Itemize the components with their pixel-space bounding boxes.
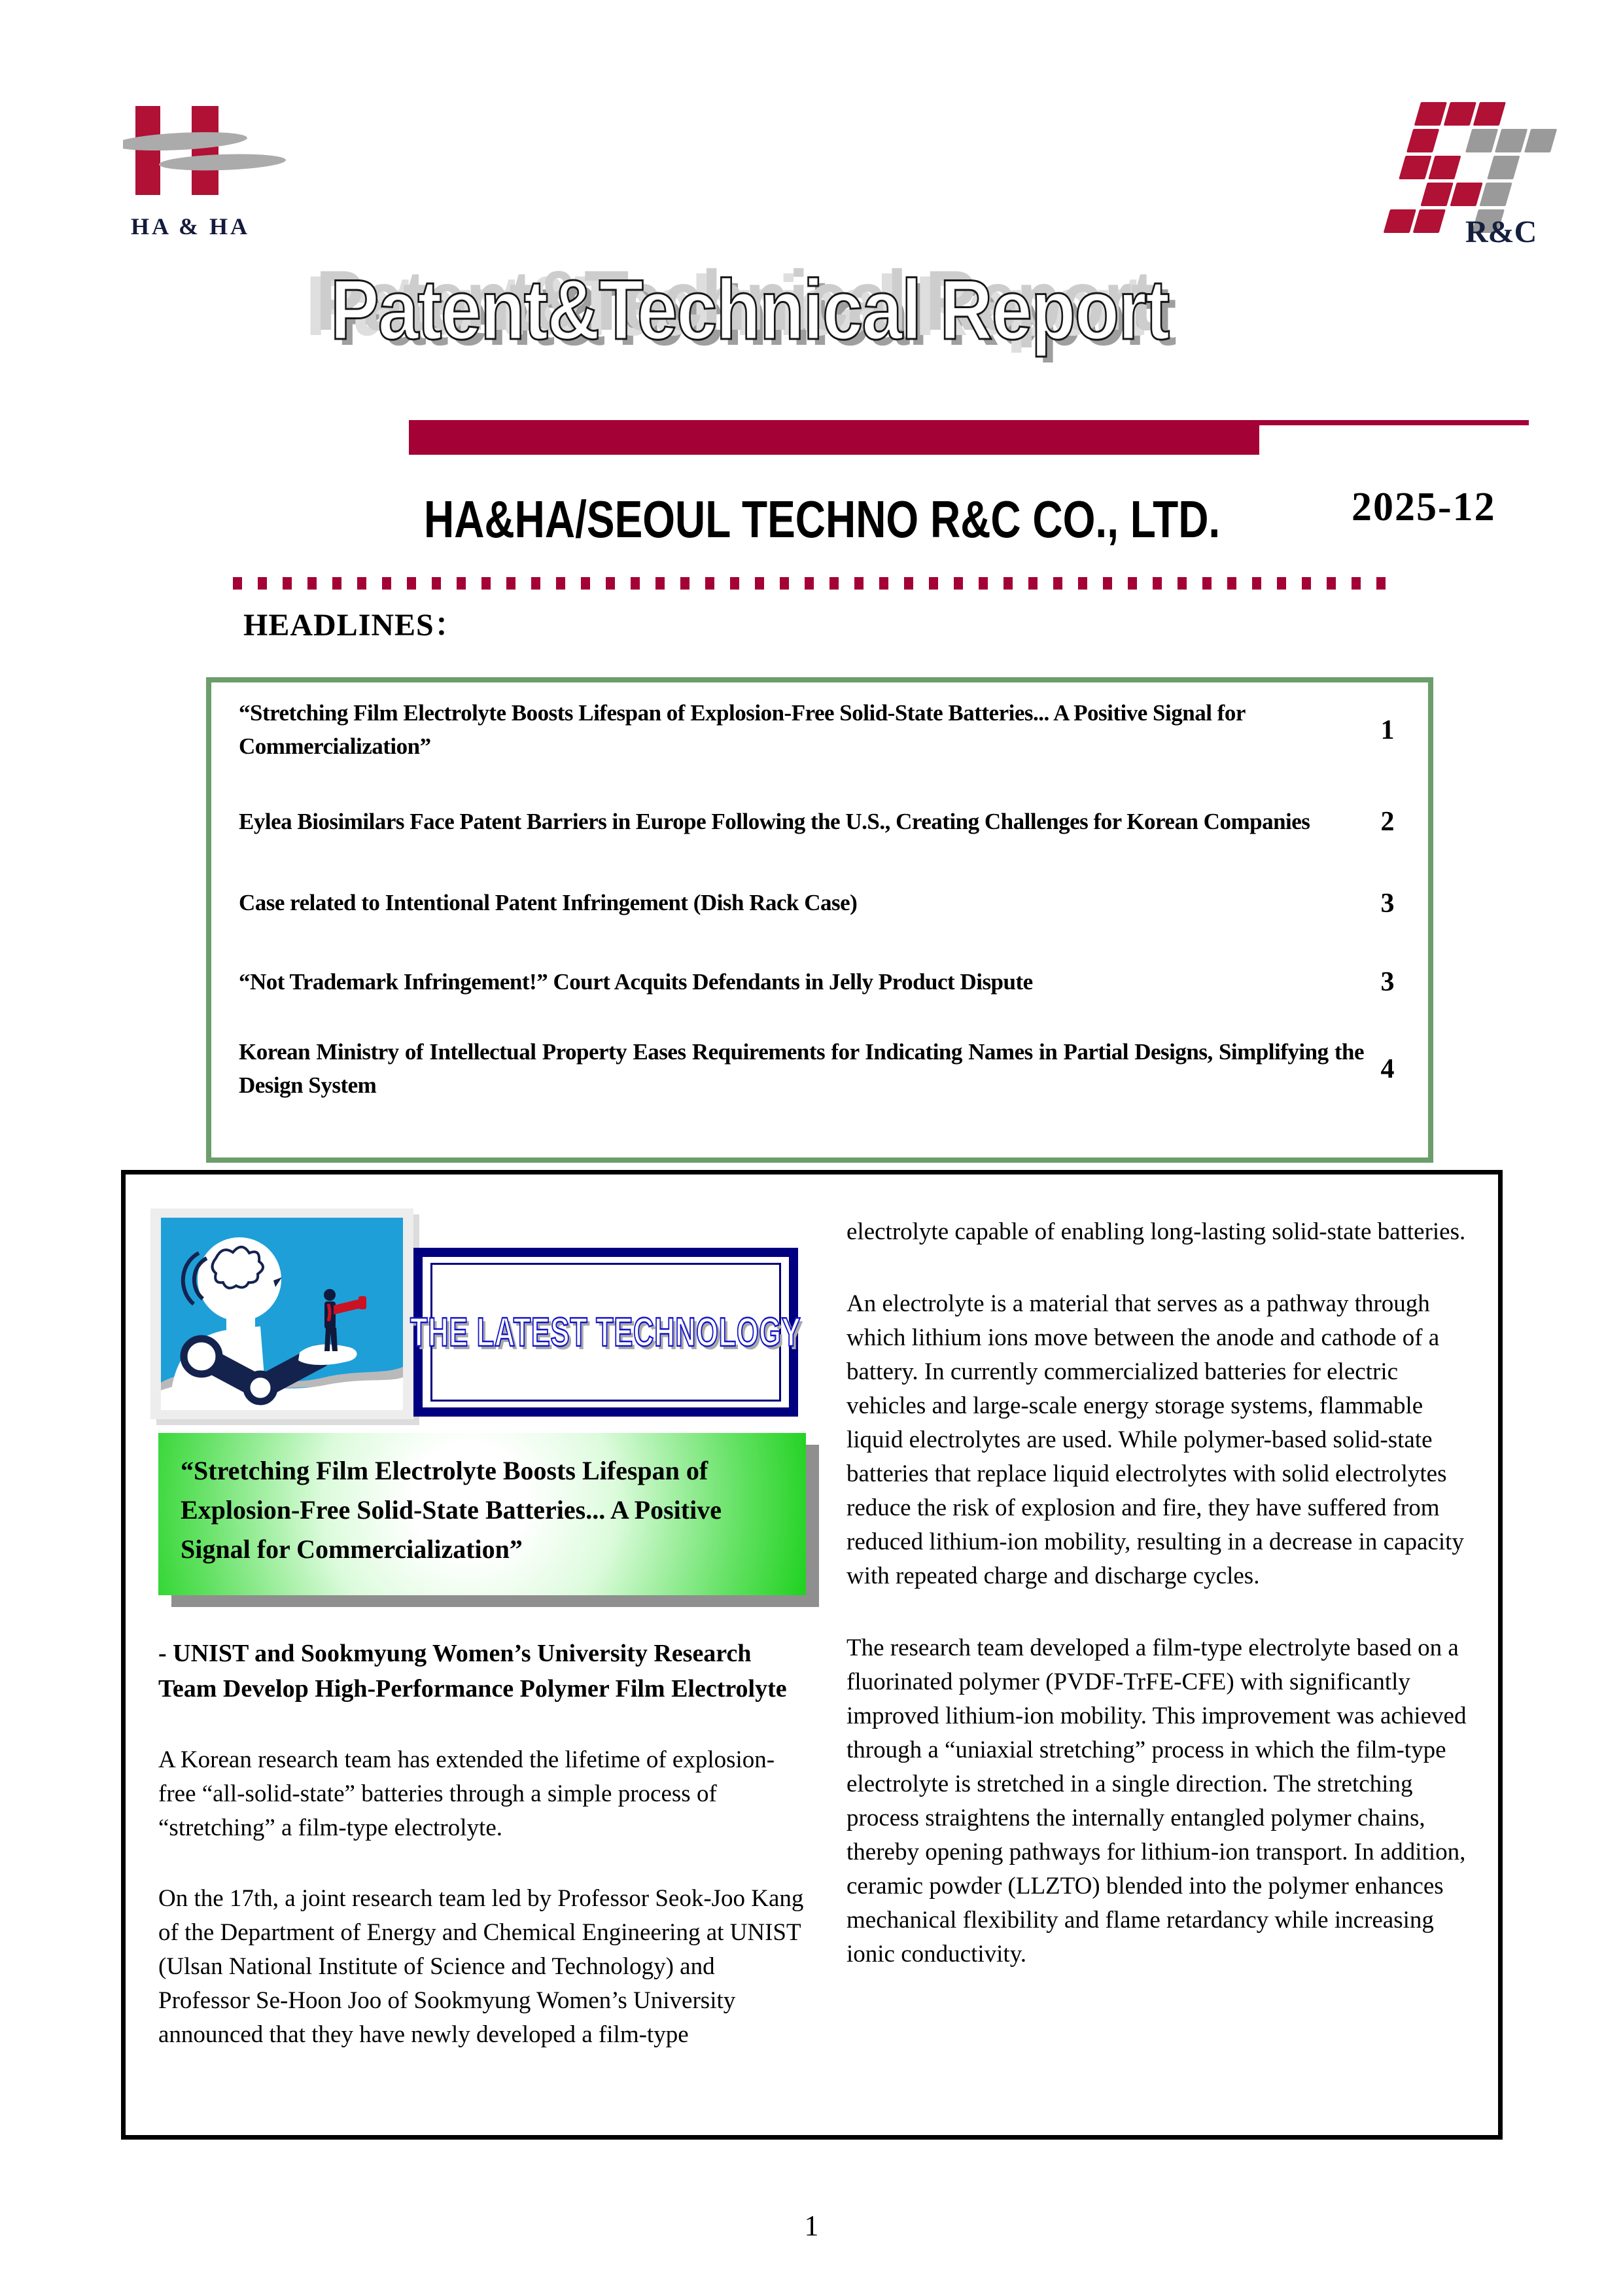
article-media-row xyxy=(158,1207,806,1433)
dashed-divider xyxy=(233,577,1396,590)
headline-text: “Stretching Film Electrolyte Boosts Lifespan of Explosion-Free Solid-State Batteries... A Positive Signal for Commercialization” xyxy=(239,700,1246,759)
robot-illustration-icon xyxy=(161,1218,403,1410)
headlines-box xyxy=(206,677,1433,1163)
rnc-logo xyxy=(1358,94,1562,251)
paragraph: On the 17th, a joint research team led by Professor Seok-Joo Kang of the Department of Energy and Chemical Engineering at UNIST (Ulsan National Institute of Science and Technology) and Professor Se-Hoon Joo of Sookmyung Women’s University announced that they have newly developed a film-type xyxy=(158,1885,804,2048)
article-left-column xyxy=(158,1207,806,2052)
article-right-column xyxy=(846,1215,1476,1971)
article-title: “Stretching Film Electrolyte Boosts Lifespan of Explosion-Free Solid-State Batteries... A Positive Signal for Commercialization” xyxy=(181,1456,722,1564)
page-number: 1 xyxy=(804,2210,819,2242)
robot-illustration xyxy=(150,1209,413,1419)
rnc-logo-label: R&C xyxy=(1465,215,1537,249)
accent-rule-thin xyxy=(409,420,1529,425)
headline-item xyxy=(211,966,1428,999)
company-name: HA&HA/SEOUL TECHNO R&C CO., LTD. xyxy=(424,490,1221,548)
headline-text: Case related to Intentional Patent Infringement (Dish Rack Case) xyxy=(239,890,858,916)
article-box xyxy=(121,1170,1503,2140)
paragraph: A Korean research team has extended the lifetime of explosion-free “all-solid-state” batteries through a simple process of “stretching” a film-type electrolyte. xyxy=(158,1746,775,1841)
headline-text: “Not Trademark Infringement!” Court Acquits Defendants in Jelly Product Dispute xyxy=(239,969,1033,995)
accent-rule-thick xyxy=(409,425,1259,455)
haha-logo-icon xyxy=(123,96,345,245)
haha-logo-label: HA & HA xyxy=(131,213,251,239)
article-subtitle: - UNIST and Sookmyung Women’s University Research Team Develop High-Performance Polymer Film Electrolyte xyxy=(158,1640,787,1703)
headline-page-number: 1 xyxy=(1380,715,1395,745)
headline-text: Korean Ministry of Intellectual Property Eases Requirements for Indicating Names in Partial Designs, Simplifying the Design System xyxy=(239,1038,1364,1098)
headline-text: Eylea Biosimilars Face Patent Barriers in Europe Following the U.S., Creating Challenges for Korean Companies xyxy=(239,808,1310,834)
latest-technology-banner-inner xyxy=(410,1257,801,1407)
latest-technology-banner xyxy=(410,1248,801,1417)
report-title: Patent&Technical Report xyxy=(330,262,1169,357)
article-title-box xyxy=(158,1433,806,1595)
headline-item xyxy=(211,1036,1428,1103)
headlines-label: HEADLINES： xyxy=(243,608,466,643)
haha-logo xyxy=(123,96,345,245)
paragraph: An electrolyte is a material that serves as a pathway through which lithium ions move between the anode and cathode of a battery. In currently commercialized batteries for electric vehicles and large-scale energy storage systems, flammable liquid electrolytes are used. While polymer-based solid-state batteries that replace liquid electrolytes with solid electrolytes reduce the risk of explosion and fire, they have suffered from reduced lithium-ion mobility, resulting in a decrease in capacity with repeated charge and discharge cycles. xyxy=(846,1290,1464,1589)
headline-item xyxy=(211,887,1428,920)
headline-item xyxy=(211,805,1428,839)
banner-label: THE LATEST TECHNOLOGY xyxy=(410,1309,801,1355)
headline-page-number: 4 xyxy=(1380,1053,1395,1084)
headline-item xyxy=(211,697,1428,764)
paragraph: The research team developed a film-type electrolyte based on a fluorinated polymer (PVDF-TrFE-CFE) with significantly improved lithium-ion mobility. This improvement was achieved through a “uniaxial stretching” process in which the film-type electrolyte is stretched in a single direction. The stretching process straightens the internally entangled polymer chains, thereby opening pathways for lithium-ion transport. In addition, ceramic powder (LLZTO) blended into the polymer enhances mechanical flexibility and flame retardancy while increasing ionic conductivity. xyxy=(846,1634,1467,1968)
headline-page-number: 2 xyxy=(1380,806,1395,837)
paragraph: electrolyte capable of enabling long-lasting solid-state batteries. xyxy=(846,1218,1466,1245)
headline-page-number: 3 xyxy=(1380,967,1395,998)
headline-page-number: 3 xyxy=(1380,888,1395,919)
rnc-logo-icon xyxy=(1358,94,1562,251)
issue-number: 2025-12 xyxy=(1352,485,1496,529)
